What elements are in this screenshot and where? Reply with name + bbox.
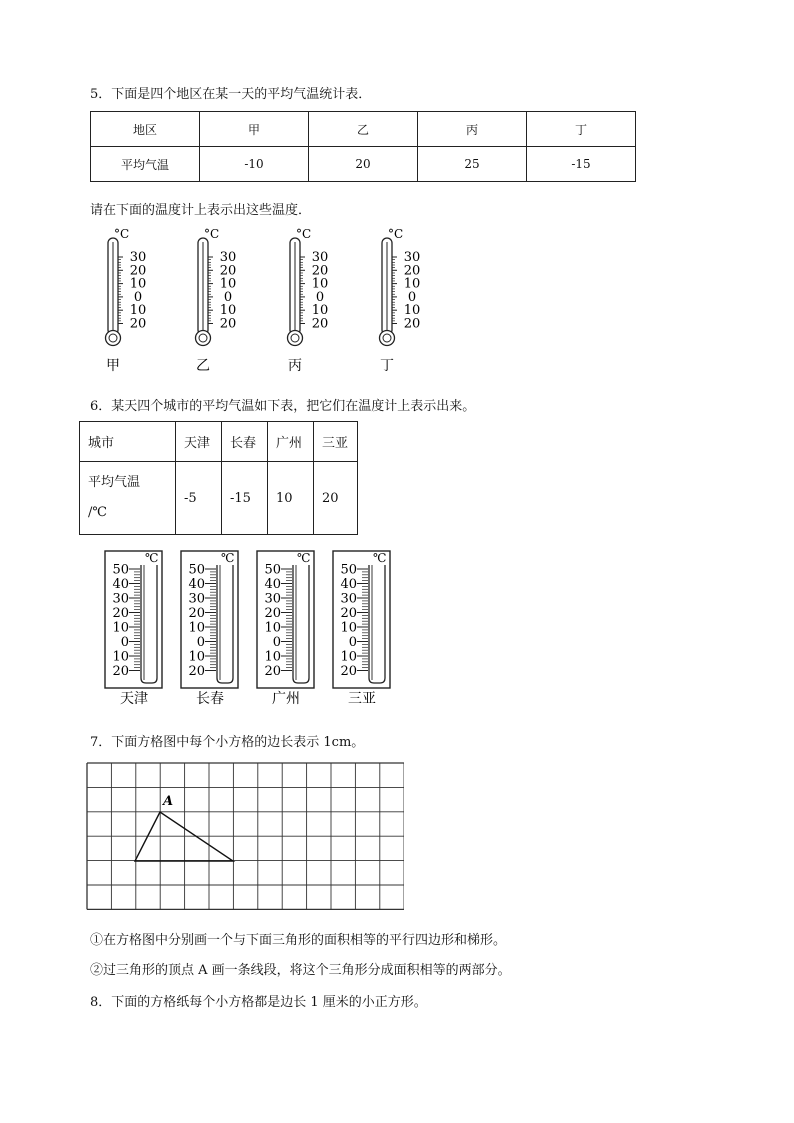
tick-label: 10: [340, 620, 357, 636]
table-cell: 三亚: [314, 422, 358, 462]
q7-grid: [86, 762, 404, 914]
tick-label: 20: [311, 263, 329, 279]
q5-instruction: 请在下面的温度计上表示出这些温度．: [90, 203, 312, 218]
tick-label: 40: [112, 577, 129, 592]
thermometer-tube: [369, 565, 385, 683]
tick-label: 10: [311, 276, 329, 292]
value-label-line2: /℃: [88, 505, 107, 520]
table-cell: 20: [314, 462, 358, 535]
thermometer: [286, 224, 348, 374]
tick-label: 30: [264, 591, 281, 607]
tick-label: 50: [188, 562, 205, 578]
tick-label: 20: [403, 263, 421, 279]
table-cell: 长春: [222, 422, 268, 462]
tick-label: 20: [112, 664, 129, 679]
table-cell: 乙: [309, 112, 418, 147]
thermometer-label: 丁: [380, 358, 394, 374]
unit-label: °C: [388, 227, 404, 241]
tick-label: 30: [219, 250, 237, 265]
unit-label: °C: [204, 227, 220, 241]
q8-title: 8．下面的方格纸每个小方格都是边长 1 厘米的小正方形。: [90, 995, 427, 1010]
tick-label: 30: [112, 591, 129, 607]
tick-label: 0: [272, 635, 281, 650]
table-header-cell: 城市: [80, 422, 176, 462]
tick-label: 20: [129, 316, 147, 332]
tick-label: 20: [219, 316, 237, 332]
tick-label: 0: [196, 635, 205, 650]
table-cell: 10: [268, 462, 314, 535]
table-row: [91, 147, 636, 182]
unit-label: °C: [296, 227, 312, 241]
tick-label: 10: [188, 649, 205, 665]
tick-label: 20: [403, 316, 421, 332]
tick-label: 20: [129, 263, 147, 279]
tick-label: 50: [264, 562, 281, 578]
tick-label: 30: [129, 250, 147, 265]
boxed-thermometer: [180, 550, 240, 710]
table-cell: 丁: [527, 112, 636, 147]
tick-label: 20: [340, 606, 357, 621]
unit-label: ℃: [221, 551, 235, 565]
tick-label: 10: [311, 303, 329, 319]
tick-label: 10: [219, 276, 237, 292]
thermometer-bulb-inner: [383, 334, 391, 342]
tick-label: 10: [112, 620, 129, 636]
thermometer-label: 丙: [288, 358, 302, 374]
table-cell: -15: [222, 462, 268, 535]
tick-label: 10: [403, 303, 421, 319]
thermometer-bulb-inner: [109, 334, 117, 342]
tick-label: 0: [133, 289, 143, 305]
table-row: [91, 112, 636, 147]
thermometer: [378, 224, 440, 374]
tick-label: 20: [188, 606, 205, 621]
thermometer-tube: [217, 565, 233, 683]
tick-label: 20: [264, 606, 281, 621]
tick-label: 10: [219, 303, 237, 319]
tick-label: 0: [348, 635, 357, 650]
unit-label: ℃: [145, 551, 159, 565]
tick-label: 20: [112, 606, 129, 621]
table-cell: 广州: [268, 422, 314, 462]
table-cell: 甲: [200, 112, 309, 147]
q7-title: 7．下面方格图中每个小方格的边长表示 1cm。: [90, 735, 365, 750]
q7-task1: ①在方格图中分别画一个与下面三角形的面积相等的平行四边形和梯形。: [90, 933, 507, 948]
table-row: [80, 422, 358, 462]
tick-label: 40: [188, 577, 205, 592]
unit-label: ℃: [297, 551, 311, 565]
tick-label: 10: [264, 620, 281, 636]
tick-label: 30: [311, 250, 329, 265]
tick-label: 10: [188, 620, 205, 636]
unit-label: ℃: [373, 551, 387, 565]
thermometer-tube: [141, 565, 157, 683]
q6-table: [79, 421, 358, 535]
value-label-line1: 平均气温: [88, 475, 141, 490]
tick-label: 10: [129, 303, 147, 319]
grid-lines: [87, 763, 404, 909]
table-cell: -15: [527, 147, 636, 182]
tick-label: 0: [120, 635, 129, 650]
tick-label: 10: [129, 276, 147, 292]
tick-label: 30: [188, 591, 205, 607]
tick-label: 40: [264, 577, 281, 592]
table-cell: 天津: [176, 422, 222, 462]
vertex-a-label: A: [163, 794, 174, 809]
table-header-cell: 地区: [91, 112, 200, 147]
tick-label: 10: [340, 649, 357, 665]
tick-label: 10: [112, 649, 129, 665]
table-cell: -10: [200, 147, 309, 182]
table-cell: -5: [176, 462, 222, 535]
q5-title: 5．下面是四个地区在某一天的平均气温统计表．: [90, 87, 372, 102]
boxed-thermometer: [104, 550, 164, 710]
tick-label: 20: [264, 664, 281, 679]
table-cell: 20: [309, 147, 418, 182]
tick-label: 40: [340, 577, 357, 592]
boxed-thermometer: [332, 550, 392, 710]
tick-label: 20: [188, 664, 205, 679]
tick-label: 50: [112, 562, 129, 578]
table-row: [80, 462, 358, 535]
tick-label: 0: [315, 289, 325, 305]
thermometer-caption: 广州: [272, 691, 300, 707]
tick-label: 20: [311, 316, 329, 332]
thermometer-label: 乙: [196, 358, 210, 374]
tick-label: 30: [403, 250, 421, 265]
table-header-cell: 平均气温: [91, 147, 200, 182]
tick-label: 10: [403, 276, 421, 292]
table-header-cell: [80, 462, 176, 535]
thermometer-tube: [293, 565, 309, 683]
tick-label: 0: [407, 289, 417, 305]
unit-label: °C: [114, 227, 130, 241]
thermometer: [194, 224, 256, 374]
thermometer-caption: 天津: [120, 691, 148, 707]
tick-label: 20: [219, 263, 237, 279]
thermometer-caption: 三亚: [348, 691, 376, 707]
tick-label: 20: [340, 664, 357, 679]
tick-label: 30: [340, 591, 357, 607]
thermometer-bulb-inner: [291, 334, 299, 342]
tick-label: 10: [264, 649, 281, 665]
thermometer-bulb-inner: [199, 334, 207, 342]
table-cell: 丙: [418, 112, 527, 147]
thermometer: [104, 224, 166, 374]
table-cell: 25: [418, 147, 527, 182]
q7-task2: ②过三角形的顶点 A 画一条线段，将这个三角形分成面积相等的两部分。: [90, 963, 511, 978]
tick-label: 0: [223, 289, 233, 305]
q5-table: [90, 111, 636, 182]
boxed-thermometer: [256, 550, 316, 710]
q6-title: 6．某天四个城市的平均气温如下表，把它们在温度计上表示出来。: [90, 399, 476, 414]
thermometer-label: 甲: [106, 358, 120, 374]
tick-label: 50: [340, 562, 357, 578]
thermometer-caption: 长春: [196, 691, 224, 707]
